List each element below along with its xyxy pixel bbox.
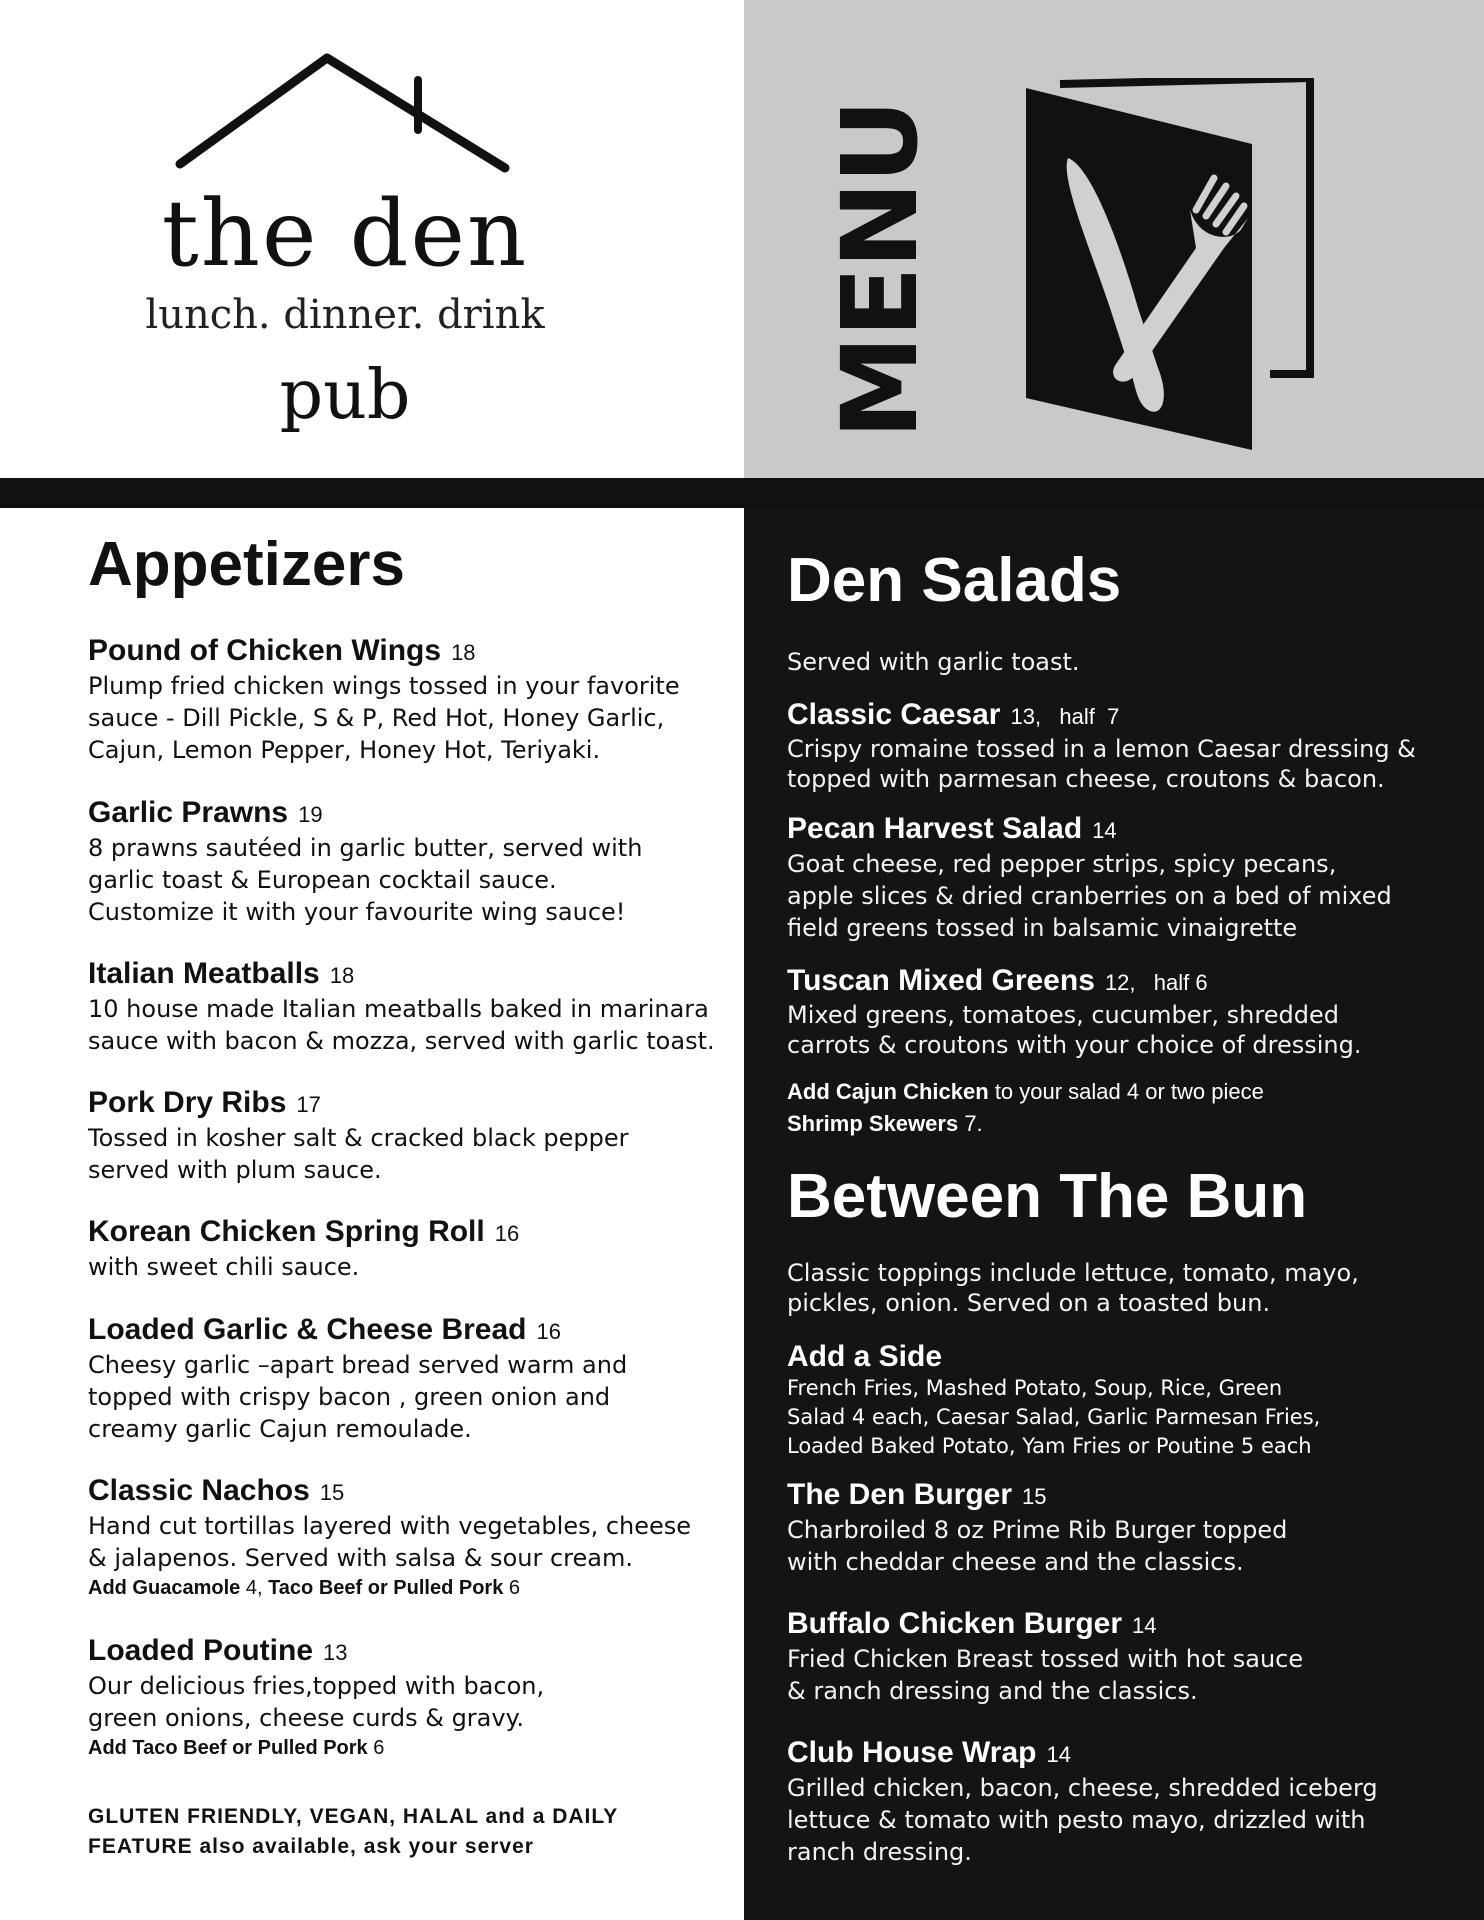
item-price: 19 [298, 802, 323, 827]
item-price: 16 [536, 1319, 561, 1344]
menu-item [88, 1215, 519, 1283]
menu-item [787, 698, 1416, 794]
appetizers-title: Appetizers [88, 530, 405, 599]
menu-item [88, 957, 715, 1057]
item-price: 13 [323, 1640, 348, 1665]
item-desc: Our delicious fries,topped with bacon, [88, 1672, 545, 1700]
item-price: 14 [1046, 1742, 1071, 1767]
menu-item [787, 1607, 1303, 1707]
item-desc: Mixed greens, tomatoes, cucumber, shredded [787, 1001, 1339, 1029]
item-desc: Salad 4 each, Caesar Salad, Garlic Parmesan Fries, [787, 1405, 1321, 1429]
logo-tagline: lunch. dinner. drink [145, 292, 545, 338]
item-price: 16 [494, 1221, 520, 1246]
item-name: Add a Side [787, 1340, 943, 1373]
item-desc: Customize it with your favourite wing sauce! [88, 898, 626, 926]
item-desc: & ranch dressing and the classics. [787, 1677, 1198, 1705]
logo-panel [0, 0, 744, 478]
menu-item [88, 1086, 628, 1186]
item-desc: with cheddar cheese and the classics. [787, 1548, 1244, 1576]
item-desc: Cheesy garlic –apart bread served warm and [88, 1351, 628, 1379]
item-desc: with sweet chili sauce. [88, 1253, 360, 1281]
item-desc: lettuce & tomato with pesto mayo, drizzled with [787, 1806, 1366, 1834]
menu-item [787, 812, 1392, 944]
item-price: 18 [451, 640, 476, 665]
menu-item [787, 1478, 1287, 1578]
item-desc: Hand cut tortillas layered with vegetables, cheese [88, 1512, 692, 1540]
item-price: 13, half 7 [1010, 704, 1120, 729]
item-desc: Goat cheese, red pepper strips, spicy pecans, [787, 850, 1337, 878]
item-name: Loaded Garlic & Cheese Bread [88, 1313, 527, 1346]
item-name: Buffalo Chicken Burger [787, 1607, 1123, 1640]
item-desc: sauce with bacon & mozza, served with garlic toast. [88, 1027, 715, 1055]
item-name: Garlic Prawns [88, 796, 289, 829]
item-desc: topped with crispy bacon , green onion and [88, 1383, 611, 1411]
item-desc: Cajun, Lemon Pepper, Honey Hot, Teriyaki. [88, 736, 601, 764]
salads-bun-column [744, 508, 1484, 1920]
item-desc: 8 prawns sautéed in garlic butter, served with [88, 834, 643, 862]
appetizers-column [0, 508, 744, 1920]
salads-title: Den Salads [787, 546, 1122, 615]
item-desc: topped with parmesan cheese, croutons & bacon. [787, 765, 1385, 793]
menu-heading: MENU [819, 100, 941, 440]
item-name: Pecan Harvest Salad [787, 812, 1083, 845]
bun-title: Between The Bun [787, 1162, 1308, 1231]
item-desc: apple slices & dried cranberries on a bed of mixed [787, 882, 1392, 910]
item-name: Classic Nachos [88, 1474, 310, 1507]
salads-intro: Served with garlic toast. [787, 648, 1080, 676]
item-desc: sauce - Dill Pickle, S & P, Red Hot, Honey Garlic, [88, 704, 665, 732]
item-price: 15 [1022, 1484, 1047, 1509]
item-desc: Plump fried chicken wings tossed in your favorite [88, 672, 680, 700]
item-name: Pork Dry Ribs [88, 1086, 287, 1119]
item-desc: garlic toast & European cocktail sauce. [88, 866, 557, 894]
menu-item [88, 1634, 544, 1762]
item-name: Korean Chicken Spring Roll [88, 1215, 485, 1248]
item-addon: Add Guacamole 4, Taco Beef or Pulled Pork 6 [88, 1577, 521, 1599]
item-desc: served with plum sauce. [88, 1156, 382, 1184]
item-name: Pound of Chicken Wings [88, 634, 442, 667]
item-desc: carrots & croutons with your choice of dressing. [787, 1031, 1362, 1059]
item-desc: Loaded Baked Potato, Yam Fries or Poutine 5 each [787, 1434, 1312, 1458]
menu-item [88, 634, 680, 766]
item-price: 12, half 6 [1104, 970, 1208, 995]
item-name: Classic Caesar [787, 698, 1001, 731]
item-desc: creamy garlic Cajun remoulade. [88, 1415, 472, 1443]
menu-item [88, 796, 642, 928]
bun-intro: Classic toppings include lettuce, tomato, mayo, pickles, onion. Served on a toasted bun. [787, 1259, 1359, 1317]
item-desc: Tossed in kosher salt & cracked black pepper [88, 1124, 629, 1152]
menu-item [787, 964, 1361, 1060]
item-name: Loaded Poutine [88, 1634, 313, 1667]
item-desc: field greens tossed in balsamic vinaigrette [787, 914, 1298, 942]
item-price: 14 [1132, 1613, 1157, 1638]
add-a-side [787, 1340, 1320, 1461]
item-price: 15 [319, 1480, 345, 1505]
menu-item [88, 1313, 627, 1445]
item-desc: Fried Chicken Breast tossed with hot sauce [787, 1645, 1304, 1673]
item-desc: green onions, cheese curds & gravy. [88, 1704, 524, 1732]
item-desc: Charbroiled 8 oz Prime Rib Burger topped [787, 1516, 1288, 1544]
section-divider [0, 478, 1484, 508]
menu-item [787, 1736, 1378, 1868]
item-desc: Grilled chicken, bacon, cheese, shredded iceberg [787, 1774, 1378, 1802]
salad-addon: Add Cajun Chicken to your salad 4 or two piece Shrimp Skewers 7. [787, 1079, 1264, 1136]
logo-name: the den [161, 180, 529, 287]
item-price: 14 [1092, 818, 1117, 843]
item-desc: Crispy romaine tossed in a lemon Caesar dressing & [787, 735, 1416, 763]
logo-sub: pub [279, 356, 411, 435]
item-price: 18 [329, 963, 355, 988]
item-desc: & jalapenos. Served with salsa & sour cream. [88, 1544, 633, 1572]
menu-book-cutlery-icon [1020, 78, 1320, 458]
menu-item [88, 1474, 691, 1602]
item-price: 17 [296, 1092, 321, 1117]
item-name: Tuscan Mixed Greens [787, 964, 1095, 997]
house-roof-icon [175, 52, 515, 182]
item-addon: Add Taco Beef or Pulled Pork 6 [88, 1737, 385, 1759]
item-desc: ranch dressing. [787, 1838, 972, 1866]
item-name: The Den Burger [787, 1478, 1013, 1511]
item-name: Italian Meatballs [88, 957, 320, 990]
item-desc: 10 house made Italian meatballs baked in marinara [88, 995, 709, 1023]
item-name: Club House Wrap [787, 1736, 1037, 1769]
item-desc: French Fries, Mashed Potato, Soup, Rice, Green [787, 1376, 1283, 1400]
dietary-note: GLUTEN FRIENDLY, VEGAN, HALAL and a DAILY FEATURE also available, ask your server [88, 1805, 619, 1858]
